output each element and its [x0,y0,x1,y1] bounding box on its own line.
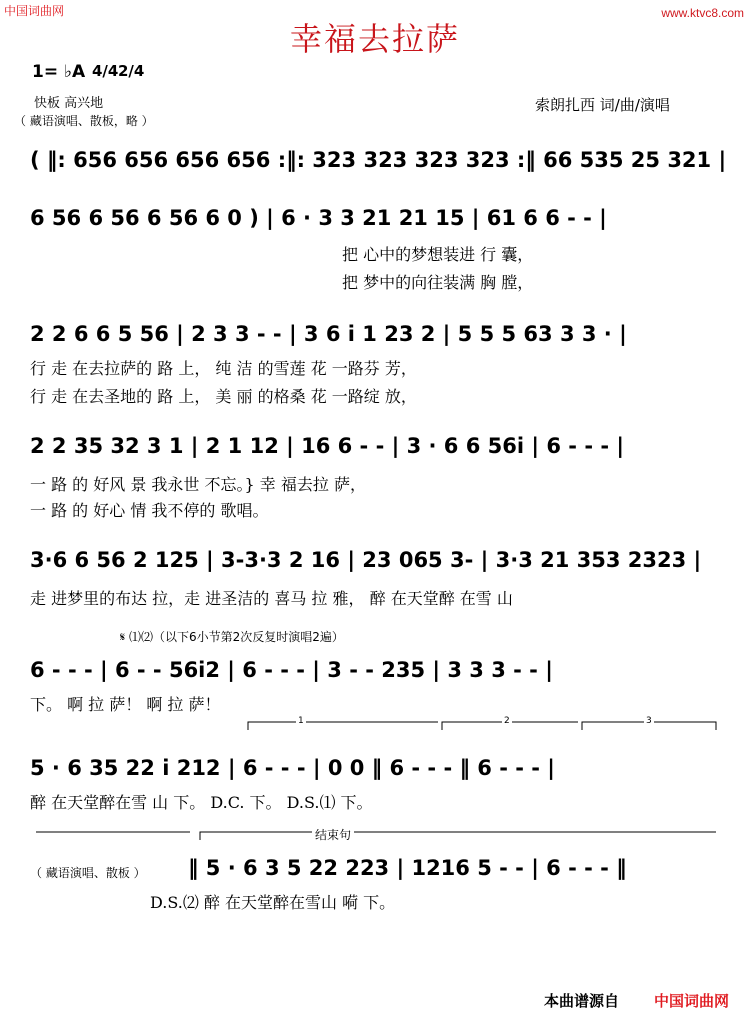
key-signature: 1= ♭A [32,62,86,82]
lyrics-row-4-line-2: 一 路 的 好心 情 我不停的 歌唱。 [30,501,269,520]
volta-label-1: 1 [298,716,304,726]
volta-label-3: 3 [646,716,652,726]
song-title: 幸福去拉萨 [289,20,460,58]
lyrics-row-2-line-2: 把 梦中的向往装满 胸 膛， [342,273,534,292]
ending-bracket-right [200,832,716,840]
volta-label-2: 2 [504,716,510,726]
score-row-5: 3·6 6 56 2 125 | 3-3·3 2 16 | 23 065 3- | 3·3 21 353 2323 | [30,548,702,572]
score-row-7: 5 · 6 35 22 i 212 | 6 - - - | 0 0 ‖ 6 - - - ‖ 6 - - - | [30,756,555,780]
lyrics-row-3-line-2: 行 走 在去圣地的 路 上， 美 丽 的格桑 花 一路绽 放， [30,387,417,406]
volta-bracket-1 [248,722,438,730]
lyrics-row-4-line-1: 一 路 的 好风 景 我永世 不忘。} 幸 福去拉 萨， [30,475,366,494]
watermark-left: 中国词曲网 [4,4,65,18]
score-row-3: 2 2 6 6 5 56 | 2 3 3 - - | 3 6 i 1 23 2 | 5 5 5 63 3 3 · | [30,322,627,346]
lyrics-row-7: 醉 在天堂醉在雪 山 下。 D.C. 下。 D.S.⑴ 下。 [30,793,373,812]
watermark-right: www.ktvc8.com [661,6,744,20]
ending-label: 结束句 [312,826,354,843]
lyrics-row-8: D.S.⑵ 醉 在天堂醉在雪山 嗬 下。 [150,893,396,912]
tempo-marking: 快板 高兴地 [34,96,104,111]
lyrics-row-2-line-1: 把 心中的梦想装进 行 囊， [342,245,534,264]
footer-site: 中国词曲网 [654,992,730,1010]
credits: 索朗扎西 词/曲/演唱 [535,96,670,114]
score-row-1: ( ‖: 656 656 656 656 :‖: 323 323 323 323 :‖ 66 535 25 321 | [30,148,727,172]
score-row-4: 2 2 35 32 3 1 | 2 1 12 | 16 6 - - | 3 · 6 6 56i | 6 - - - | [30,434,625,458]
score-row-2: 6 56 6 56 6 56 6 0 ) | 6 · 3 3 21 21 15 | 61 6 6 - - | [30,206,607,230]
repeat-note: 𝄋 ⑴⑵（以下6小节第2次反复时演唱2遍） [120,630,344,644]
time-signature-1: 4/4 [92,62,119,80]
lyrics-row-3-line-1: 行 走 在去拉萨的 路 上， 纯 洁 的雪莲 花 一路芬 芳， [30,359,417,378]
lyrics-row-5: 走 进梦里的布达 拉，走 进圣洁的 喜马 拉 雅， 醉 在天堂醉 在雪 山 [30,589,513,608]
ending-prefix: （ 藏语演唱、散板 ） [30,866,146,880]
footer-label: 本曲谱源自 [544,992,620,1010]
time-signature-2: 2/4 [118,62,145,80]
intro-note: （ 藏语演唱、散板，略 ） [14,114,154,128]
score-row-6: 6 - - - | 6 - - 56i2 | 6 - - - | 3 - - 235 | 3 3 3 - - | [30,658,553,682]
score-row-8: ‖ 5 · 6 3 5 22 223 | 1216 5 - - | 6 - - - ‖ [188,856,627,880]
lyrics-row-6: 下。 啊 拉 萨！ 啊 拉 萨！ [30,695,221,714]
